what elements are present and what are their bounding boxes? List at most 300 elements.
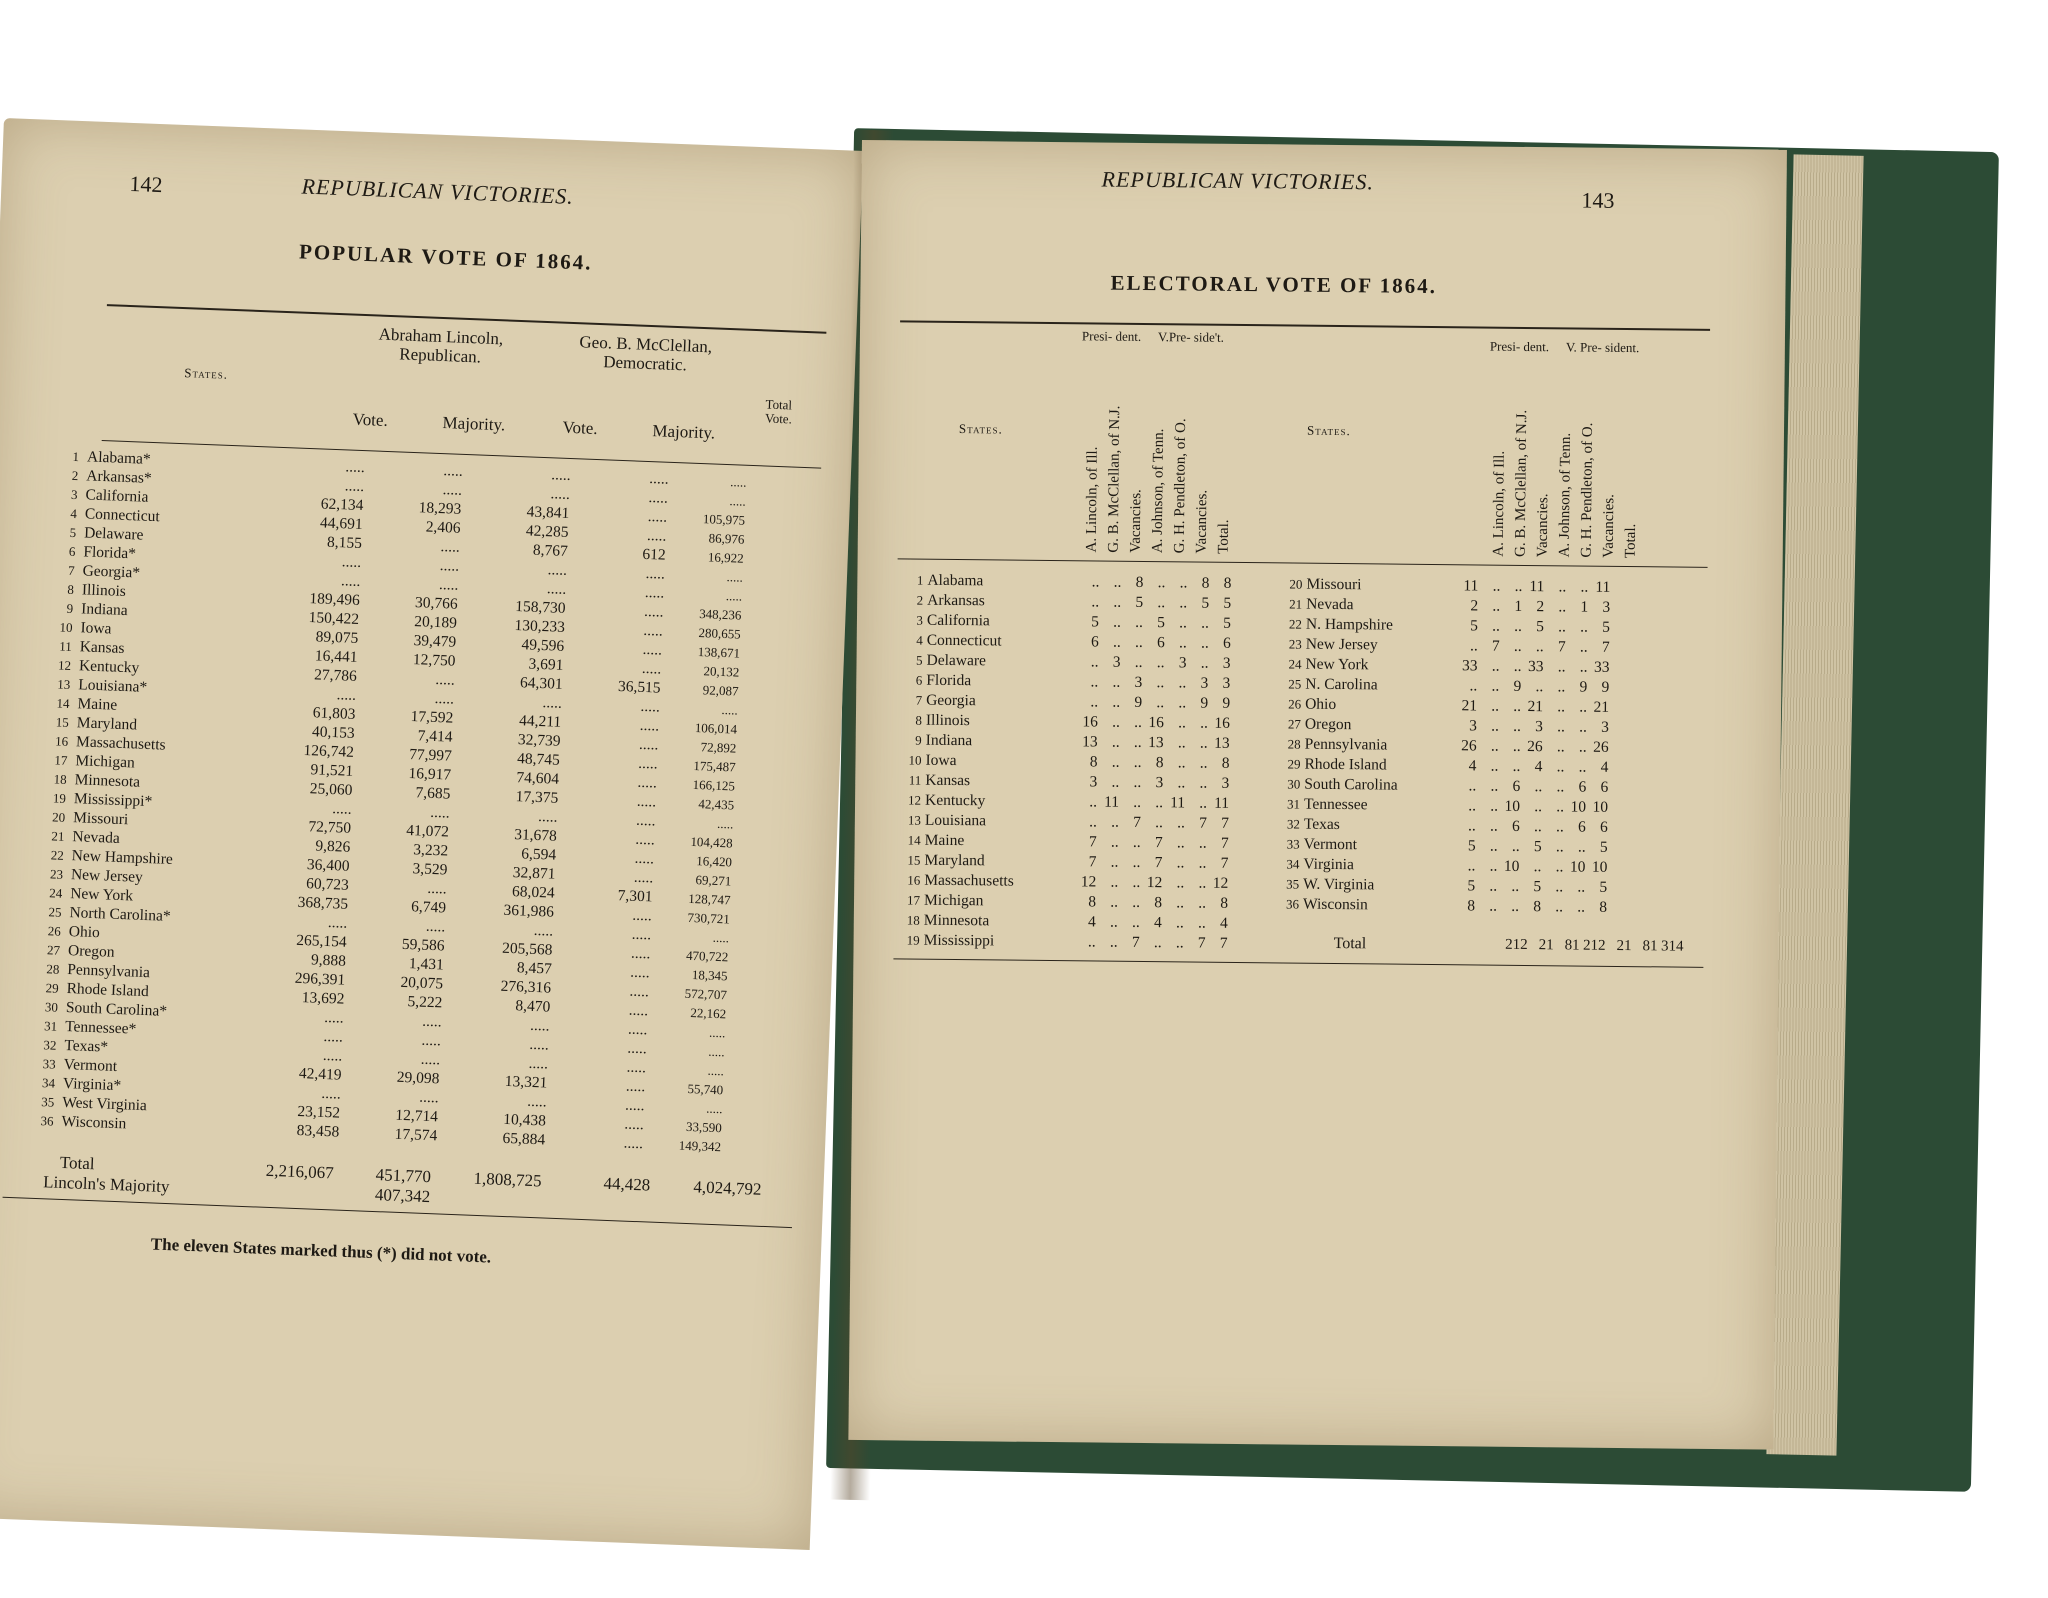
vote-cell: ..: [1512, 737, 1521, 755]
vote-cell: ..: [1133, 773, 1142, 791]
vote-cell: 7: [1221, 814, 1229, 832]
vote-cell: 8: [1155, 754, 1164, 772]
mcclellan-vote: 205,568: [501, 939, 553, 959]
state-name: Alabama: [927, 571, 984, 590]
state-name: Virginia*: [62, 1074, 122, 1095]
state-name: Georgia: [926, 691, 976, 710]
row-number: 6: [68, 543, 76, 560]
total-vote: .....: [721, 701, 739, 718]
vote-cell: ..: [1490, 777, 1499, 795]
state-name: Virginia: [1303, 855, 1354, 874]
vote-cell: 10: [1591, 858, 1608, 876]
page-number: 143: [1581, 187, 1615, 213]
state-name: Delaware: [926, 651, 987, 670]
mcclellan-majority: .....: [624, 1115, 645, 1134]
vote-cell: ..: [1557, 718, 1565, 736]
lincoln-vote: 9,888: [310, 951, 347, 970]
vote-cell: 6: [1512, 777, 1521, 795]
mcclellan-head: Geo. B. McClellan, Democratic.: [579, 332, 713, 375]
mcclellan-majority: .....: [633, 868, 654, 887]
state-name: Michigan: [923, 891, 984, 910]
vote-cell: ..: [1175, 934, 1184, 952]
total-value: 314: [1661, 938, 1684, 955]
vote-cell: ..: [1133, 753, 1142, 771]
column-header: A. Johnson, of Tenn.: [1556, 432, 1574, 558]
mcclellan-vote: 42,285: [525, 522, 569, 541]
vote-cell: 16: [1082, 713, 1099, 731]
state-name: Texas*: [64, 1037, 109, 1056]
vote-cell: ..: [1558, 578, 1567, 596]
lincoln-vote: 91,521: [310, 761, 354, 780]
row-number: 2: [71, 467, 79, 484]
state-name: New York: [69, 885, 134, 905]
column-header: A. Johnson, of Tenn.: [1149, 428, 1167, 554]
vote-cell: ..: [1468, 817, 1476, 835]
vote-cell: 10: [1503, 857, 1520, 875]
row-number: 8: [67, 581, 75, 598]
vp-head: V.Pre- side't.: [1157, 329, 1225, 345]
mcclellan-majority: .....: [648, 489, 669, 507]
rule: [900, 320, 1710, 330]
mcclellan-vote: 158,730: [514, 597, 566, 617]
total-value: 81: [1564, 937, 1580, 954]
row-number: 11: [58, 638, 73, 654]
lincoln-majority: .....: [421, 1031, 442, 1050]
state-name: Louisiana: [924, 811, 987, 830]
lincoln-vote: .....: [323, 1027, 344, 1046]
lincoln-majority: .....: [427, 879, 448, 898]
vote-label: Vote.: [352, 409, 389, 430]
lincoln-majority: 12,714: [395, 1106, 439, 1126]
vote-cell: ..: [1511, 837, 1520, 855]
vote-cell: 5: [1091, 613, 1100, 631]
vote-cell: 8: [1135, 573, 1144, 591]
vote-cell: ..: [1178, 694, 1187, 712]
mcclellan-vote: 65,884: [502, 1129, 546, 1149]
lincoln-majority: .....: [439, 557, 460, 575]
running-head: REPUBLICAN VICTORIES.: [301, 173, 575, 209]
mcclellan-majority: .....: [636, 792, 657, 811]
vote-cell: ..: [1557, 678, 1566, 696]
total-value: 21: [1538, 937, 1554, 954]
total-vote: 55,740: [687, 1080, 724, 1098]
state-name: West Virginia: [61, 1093, 148, 1115]
mcclellan-vote: 361,986: [503, 901, 555, 921]
lincoln-vote: .....: [340, 572, 361, 591]
row-number: 3: [70, 486, 78, 503]
lincoln-vote: 9,826: [315, 837, 351, 856]
total-vote: .....: [726, 569, 744, 585]
vote-cell: ..: [1489, 857, 1498, 875]
vote-cell: ..: [1176, 874, 1185, 892]
lincoln-majority: .....: [419, 1088, 440, 1107]
mcclellan-majority: .....: [630, 944, 651, 963]
vote-cell: 4: [1600, 758, 1609, 776]
vote-cell: ..: [1134, 653, 1143, 671]
lincoln-majority: 3,529: [412, 860, 448, 879]
lincoln-vote: .....: [321, 1084, 342, 1103]
vote-cell: 3: [1200, 674, 1209, 692]
footnote: The eleven States marked thus (*) did not vote.: [150, 1234, 492, 1267]
state-name: Ohio: [1305, 695, 1337, 713]
lincoln-majority: 12,750: [412, 651, 456, 670]
vote-cell: 2: [1470, 597, 1479, 615]
lincoln-majority: .....: [421, 1012, 442, 1031]
lincoln-vote: .....: [327, 914, 348, 932]
state-name: Alabama*: [86, 448, 152, 468]
vote-cell: ..: [1513, 637, 1522, 655]
row-number: 32: [1286, 816, 1300, 832]
state-name: Massachusetts: [924, 871, 1014, 890]
total-value: 212: [1505, 936, 1528, 954]
vote-cell: ..: [1112, 633, 1121, 651]
row-number: 33: [1286, 836, 1300, 852]
rule: [898, 558, 1708, 567]
mcclellan-majority: .....: [637, 754, 659, 773]
total-vote: 280,655: [698, 625, 742, 642]
total-label: Total: [59, 1152, 95, 1174]
mcclellan-vote: .....: [528, 1054, 549, 1073]
vote-cell: 33: [1527, 658, 1544, 676]
row-number: 19: [906, 932, 920, 948]
vote-cell: ..: [1133, 733, 1142, 751]
vote-cell: 26: [1527, 737, 1543, 756]
column-header: Total.: [1215, 519, 1233, 554]
state-name: Pennsylvania: [67, 961, 151, 982]
vote-cell: ..: [1178, 714, 1187, 732]
vote-cell: ..: [1112, 673, 1121, 691]
row-number: 14: [56, 695, 70, 711]
total-mcclellan-majority: 44,428: [603, 1173, 651, 1195]
state-name: Pennsylvania: [1304, 735, 1388, 754]
majority-label: Majority.: [442, 413, 506, 435]
row-number: 22: [1288, 616, 1303, 632]
vote-cell: 21: [1527, 698, 1544, 716]
lincoln-majority: .....: [420, 1050, 441, 1069]
state-name: Indiana: [925, 731, 973, 750]
vote-cell: ..: [1491, 677, 1500, 695]
total-vote: .....: [730, 474, 747, 490]
vote-cell: ..: [1511, 897, 1520, 915]
vote-cell: ..: [1157, 574, 1166, 592]
row-number: 28: [1287, 736, 1301, 752]
total-vote: .....: [725, 588, 743, 604]
total-vote: 149,342: [678, 1137, 722, 1155]
vote-cell: ..: [1156, 694, 1165, 712]
mcclellan-majority: .....: [629, 982, 650, 1001]
total-vote: 128,747: [688, 890, 731, 908]
vote-cell: ..: [1200, 634, 1209, 652]
mcclellan-majority: .....: [639, 716, 660, 735]
vote-cell: ..: [1091, 593, 1100, 611]
vote-cell: ..: [1110, 893, 1119, 911]
row-number: 20: [1289, 576, 1303, 592]
lincoln-vote: 36,400: [306, 856, 350, 875]
state-name: Nevada: [72, 828, 121, 847]
vote-cell: 6: [1512, 817, 1520, 835]
vote-cell: ..: [1132, 833, 1141, 851]
vote-cell: 4: [1219, 914, 1228, 932]
vote-cell: 5: [1157, 614, 1166, 632]
state-name: Rhode Island: [66, 980, 150, 1001]
vote-cell: ..: [1197, 914, 1206, 932]
lincoln-majority: 29,098: [396, 1068, 440, 1088]
vote-cell: ..: [1109, 913, 1118, 931]
vote-cell: 21: [1461, 697, 1478, 715]
row-number: 30: [44, 999, 59, 1015]
vote-cell: ..: [1490, 757, 1499, 775]
vote-cell: ..: [1490, 797, 1499, 815]
vote-cell: ..: [1110, 853, 1119, 871]
column-header: A. Lincoln, of Ill.: [1083, 446, 1101, 553]
vote-label: Vote.: [562, 417, 598, 439]
mcclellan-vote: 32,871: [512, 864, 556, 883]
vote-cell: ..: [1089, 793, 1098, 811]
mcclellan-vote: 130,233: [514, 616, 566, 636]
lincoln-majority: 18,293: [418, 499, 462, 518]
total-lincoln-majority: 451,770: [375, 1165, 432, 1187]
mcclellan-vote: .....: [550, 485, 571, 503]
vp-head: V. Pre- sident.: [1565, 339, 1640, 356]
row-number: 23: [1288, 636, 1302, 652]
state-name: W. Virginia: [1303, 875, 1375, 894]
vote-cell: ..: [1201, 614, 1210, 632]
vote-cell: ..: [1467, 857, 1476, 875]
vote-cell: ..: [1198, 874, 1207, 892]
mcclellan-vote: .....: [542, 694, 563, 712]
column-header: Total.: [1622, 523, 1640, 559]
vote-cell: ..: [1577, 878, 1586, 896]
lincoln-majority: .....: [438, 576, 459, 594]
vote-cell: 8: [1533, 898, 1542, 916]
vote-cell: ..: [1555, 878, 1564, 896]
vote-cell: 9: [1513, 677, 1522, 695]
vote-cell: 3: [1222, 674, 1231, 692]
column-header: Vacancies.: [1127, 489, 1145, 553]
vote-cell: ..: [1131, 913, 1140, 931]
row-number: 29: [45, 980, 59, 996]
lincoln-majority: .....: [442, 481, 463, 499]
vote-cell: ..: [1109, 933, 1118, 951]
vote-cell: ..: [1579, 638, 1588, 656]
mcclellan-vote: .....: [533, 921, 554, 940]
vote-cell: 5: [1223, 594, 1232, 612]
row-number: 21: [1289, 596, 1303, 612]
state-name: Ohio: [68, 923, 101, 942]
vote-cell: ..: [1200, 714, 1209, 732]
row-number: 4: [70, 505, 78, 522]
lincoln-majority: 77,997: [408, 746, 453, 765]
vote-cell: ..: [1090, 693, 1099, 711]
row-number: 25: [1288, 676, 1302, 692]
total-label: Total: [1333, 934, 1367, 953]
lincoln-vote: 61,803: [312, 704, 356, 723]
vote-cell: 7: [1088, 853, 1097, 871]
row-number: 30: [1287, 776, 1301, 792]
lincoln-majority: 5,222: [407, 993, 443, 1012]
vote-cell: ..: [1179, 574, 1188, 592]
vote-cell: ..: [1110, 833, 1119, 851]
total-vote: 42,435: [698, 796, 735, 813]
state-name: Michigan: [75, 752, 136, 772]
lincoln-vote: .....: [344, 477, 365, 496]
mcclellan-vote: 3,691: [528, 655, 564, 674]
mcclellan-majority: .....: [641, 659, 662, 678]
row-number: 17: [906, 892, 921, 908]
vote-cell: ..: [1113, 573, 1122, 591]
state-name: Iowa: [80, 619, 112, 638]
mcclellan-majority: .....: [635, 830, 656, 849]
mcclellan-vote: 10,438: [502, 1110, 547, 1130]
mcclellan-majority: .....: [632, 906, 653, 925]
vote-cell: ..: [1489, 837, 1498, 855]
lincoln-majority: .....: [443, 462, 464, 480]
total-vote: 20,132: [703, 663, 740, 680]
lincoln-vote: .....: [332, 800, 353, 818]
rule: [893, 958, 1703, 967]
column-header: G. H. Pendleton, of O.: [1171, 418, 1190, 554]
total-value: 81: [1642, 938, 1658, 955]
state-name: Connecticut: [84, 505, 161, 526]
vote-cell: 1: [1514, 597, 1523, 615]
vote-cell: 9: [1134, 693, 1143, 711]
lincoln-vote: .....: [322, 1046, 343, 1065]
row-number: 5: [915, 652, 923, 668]
vote-cell: 5: [1470, 617, 1479, 635]
total-values: [1502, 937, 1684, 956]
vote-cell: ..: [1558, 618, 1567, 636]
lincoln-majority: .....: [440, 538, 461, 556]
vote-cell: ..: [1511, 877, 1520, 895]
vote-cell: ..: [1555, 858, 1564, 876]
total-vote: 138,671: [697, 644, 741, 661]
mcclellan-vote: .....: [529, 1016, 550, 1035]
vote-cell: ..: [1157, 594, 1166, 612]
total-vote: .....: [729, 493, 747, 509]
vote-cell: 6: [1156, 634, 1165, 652]
vote-cell: ..: [1557, 658, 1566, 676]
vote-cell: 5: [1602, 618, 1611, 636]
lincoln-majority: 2,406: [425, 518, 461, 537]
total-vote: 86,976: [708, 530, 745, 547]
row-number: 13: [907, 812, 921, 828]
vote-cell: ..: [1200, 654, 1209, 672]
vote-cell: ..: [1132, 853, 1141, 871]
vote-cell: ..: [1111, 773, 1120, 791]
vote-cell: ..: [1110, 873, 1119, 891]
state-name: Kansas: [79, 638, 125, 658]
state-name: Maine: [77, 695, 118, 714]
vote-cell: 11: [1463, 577, 1479, 595]
vote-cell: ..: [1491, 657, 1500, 675]
vote-cell: 8: [1599, 898, 1608, 916]
row-number: 2: [916, 592, 924, 608]
row-number: 33: [42, 1056, 57, 1072]
vote-cell: 8: [1220, 894, 1229, 912]
row-number: 35: [1286, 876, 1300, 892]
vote-cell: 5: [1467, 837, 1476, 855]
vote-cell: ..: [1468, 797, 1477, 815]
lincoln-vote: 83,458: [296, 1121, 340, 1141]
vote-cell: ..: [1112, 693, 1121, 711]
total-vote: 106,014: [694, 719, 738, 737]
state-name: Florida: [926, 671, 972, 690]
lincoln-vote: .....: [336, 686, 357, 704]
vote-cell: 3: [1112, 653, 1121, 671]
lincoln-majority: 16,917: [408, 765, 452, 784]
vote-cell: ..: [1513, 657, 1522, 675]
mcclellan-vote: 43,841: [526, 503, 570, 522]
vote-cell: 8: [1201, 574, 1210, 592]
lincoln-majority: 30,766: [414, 594, 458, 613]
vote-cell: 10: [1570, 798, 1587, 816]
mcclellan-vote: .....: [529, 1035, 550, 1054]
total-vote: 72,892: [700, 739, 737, 756]
state-name: Maryland: [76, 714, 138, 734]
lincoln-majority: 1,431: [408, 955, 445, 974]
mcclellan-vote: .....: [546, 580, 567, 598]
total-vote: 18,345: [691, 967, 728, 984]
total-vote: 730,721: [687, 909, 731, 927]
vote-cell: ..: [1512, 757, 1521, 775]
mcclellan-vote: 8,470: [515, 997, 551, 1016]
vote-cell: 1: [1580, 598, 1589, 616]
vote-cell: 6: [1600, 818, 1608, 836]
vote-cell: 13: [1214, 734, 1230, 752]
vote-cell: ..: [1133, 793, 1142, 811]
state-name: Georgia*: [82, 562, 141, 582]
vote-cell: 4: [1534, 758, 1543, 776]
vote-cell: ..: [1533, 858, 1542, 876]
vote-cell: ..: [1112, 713, 1121, 731]
mcclellan-majority: .....: [644, 583, 665, 602]
mcclellan-majority: .....: [635, 811, 656, 830]
vote-cell: ..: [1199, 774, 1208, 792]
state-name: Iowa: [925, 751, 957, 770]
total-vote: 175,487: [693, 757, 736, 775]
mcclellan-majority: .....: [642, 640, 663, 659]
vote-cell: ..: [1490, 817, 1498, 835]
vote-cell: ..: [1177, 774, 1186, 792]
vote-cell: 3: [1222, 654, 1231, 672]
vote-cell: 7: [1154, 834, 1163, 852]
row-number: 25: [48, 904, 62, 920]
column-header: Vacancies.: [1193, 489, 1211, 554]
row-number: 1: [72, 448, 80, 465]
lincoln-majority-value: 407,342: [374, 1185, 431, 1207]
state-name: Rhode Island: [1304, 755, 1387, 774]
mcclellan-majority: .....: [643, 621, 664, 640]
row-number: 27: [1287, 716, 1301, 732]
vote-cell: ..: [1198, 834, 1207, 852]
vote-cell: ..: [1111, 733, 1120, 751]
state-name: South Carolina: [1304, 775, 1398, 794]
state-name: New York: [1305, 655, 1369, 674]
vote-cell: 5: [1599, 878, 1608, 896]
mcclellan-vote: 74,604: [516, 769, 560, 788]
mcclellan-vote: 13,321: [504, 1072, 548, 1092]
vote-cell: 33: [1593, 658, 1610, 676]
state-name: Missouri: [72, 809, 129, 829]
vote-cell: ..: [1513, 717, 1521, 735]
vote-cell: ..: [1179, 594, 1188, 612]
row-number: 20: [51, 809, 66, 825]
lincoln-vote: 27,786: [313, 666, 358, 685]
vote-cell: 3: [1469, 717, 1477, 735]
row-number: 8: [915, 712, 923, 728]
lincoln-vote: 189,496: [309, 590, 361, 610]
vote-cell: ..: [1113, 613, 1122, 631]
